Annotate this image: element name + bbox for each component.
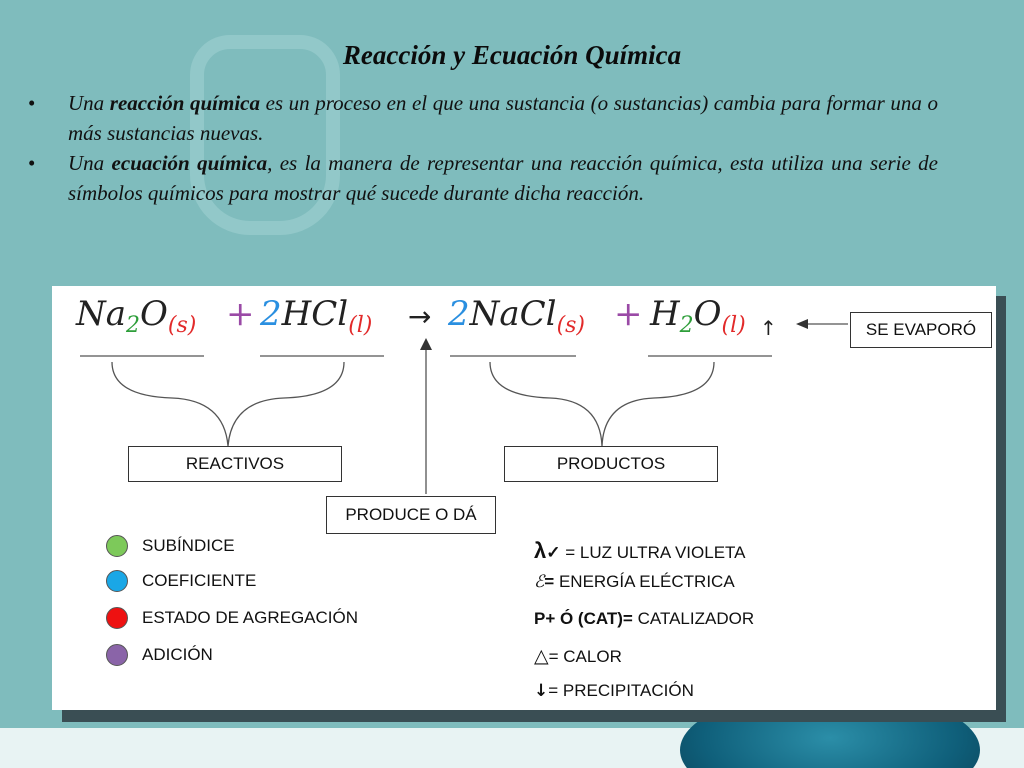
state-of-matter: (s) (167, 313, 197, 338)
coefficient: 2 (448, 294, 470, 334)
legend-color-dot (106, 644, 128, 666)
symbol-equals: = (544, 572, 559, 591)
state-of-matter: (l) (721, 313, 746, 338)
symbol-label: = CALOR (548, 647, 622, 666)
bullet-text-bold: reacción química (109, 91, 261, 115)
bullet-text-post: , es la manera de representar una reacción química, esta utiliza una serie de símbolos químicos para mostrar qué sucede durante dicha reacción. (68, 151, 939, 205)
legend-label: ADICIÓN (142, 645, 213, 664)
state-of-matter: (s) (556, 313, 586, 338)
legend-label: SUBÍNDICE (142, 536, 235, 555)
label-produce-o-da: PRODUCE O DÁ (326, 496, 496, 534)
bullet-symbol: • (28, 151, 36, 175)
slide-title: Reacción y Ecuación Química (342, 40, 682, 70)
bullet-text-bold: ecuación química (111, 151, 268, 175)
gas-up-arrow-icon: ↑ (760, 316, 777, 340)
formula-text: O (140, 294, 168, 334)
formula-text: Na (76, 294, 127, 334)
reaction-arrow: → (408, 300, 432, 333)
legend-label: COEFICIENTE (142, 571, 257, 590)
bullet-text-post: es un proceso en el que una sustancia (o sustancias) cambia para formar una o más sustancias nuevas. (68, 91, 939, 145)
legend-color-dot (106, 570, 128, 592)
symbol-label: = PRECIPITACIÓN (548, 681, 694, 700)
formula-text: NaCl (469, 294, 557, 334)
addition-sign: + (226, 294, 255, 334)
bullet-item (28, 88, 938, 148)
legend-color-dot (106, 607, 128, 629)
subscript: 2 (679, 313, 694, 338)
formula-text: H (650, 294, 680, 334)
check-icon: ✓ (546, 543, 561, 562)
legend-label: ESTADO DE AGREGACIÓN (142, 608, 359, 627)
label-reactivos: REACTIVOS (128, 446, 342, 482)
symbol-uv-light (534, 538, 746, 564)
symbol-heat (534, 645, 622, 667)
bullet-symbol: • (28, 91, 36, 115)
diagram-panel (52, 286, 996, 710)
subscript: 2 (126, 313, 141, 338)
electric-energy-icon: ℰ (534, 572, 545, 592)
symbol-electric-energy (534, 572, 735, 592)
lambda-icon: λ (534, 538, 547, 563)
bullet-text-pre: Una (68, 91, 110, 115)
label-productos: PRODUCTOS (504, 446, 718, 482)
down-arrow-icon: ↓ (534, 681, 549, 701)
addition-sign: + (614, 294, 643, 334)
bullet-text-pre: Una (68, 151, 112, 175)
label-se-evaporo: SE EVAPORÓ (850, 312, 992, 348)
state-of-matter: (l) (348, 313, 373, 338)
formula-text: HCl (281, 294, 349, 334)
formula-text: O (693, 294, 722, 334)
bullet-item (28, 148, 938, 208)
symbol-precipitation (534, 681, 694, 701)
triangle-icon: △ (534, 645, 549, 667)
symbol-label: CATALIZADOR (632, 609, 755, 628)
coefficient: 2 (260, 294, 282, 334)
bullet-list (28, 88, 938, 208)
symbol-catalyst (534, 609, 754, 629)
symbol-label: ENERGÍA ELÉCTRICA (558, 572, 735, 591)
symbol-label: = LUZ ULTRA VIOLETA (560, 543, 746, 562)
catalyst-symbol: P+ Ó (CAT)= (534, 609, 633, 628)
legend-color-dot (106, 535, 128, 557)
